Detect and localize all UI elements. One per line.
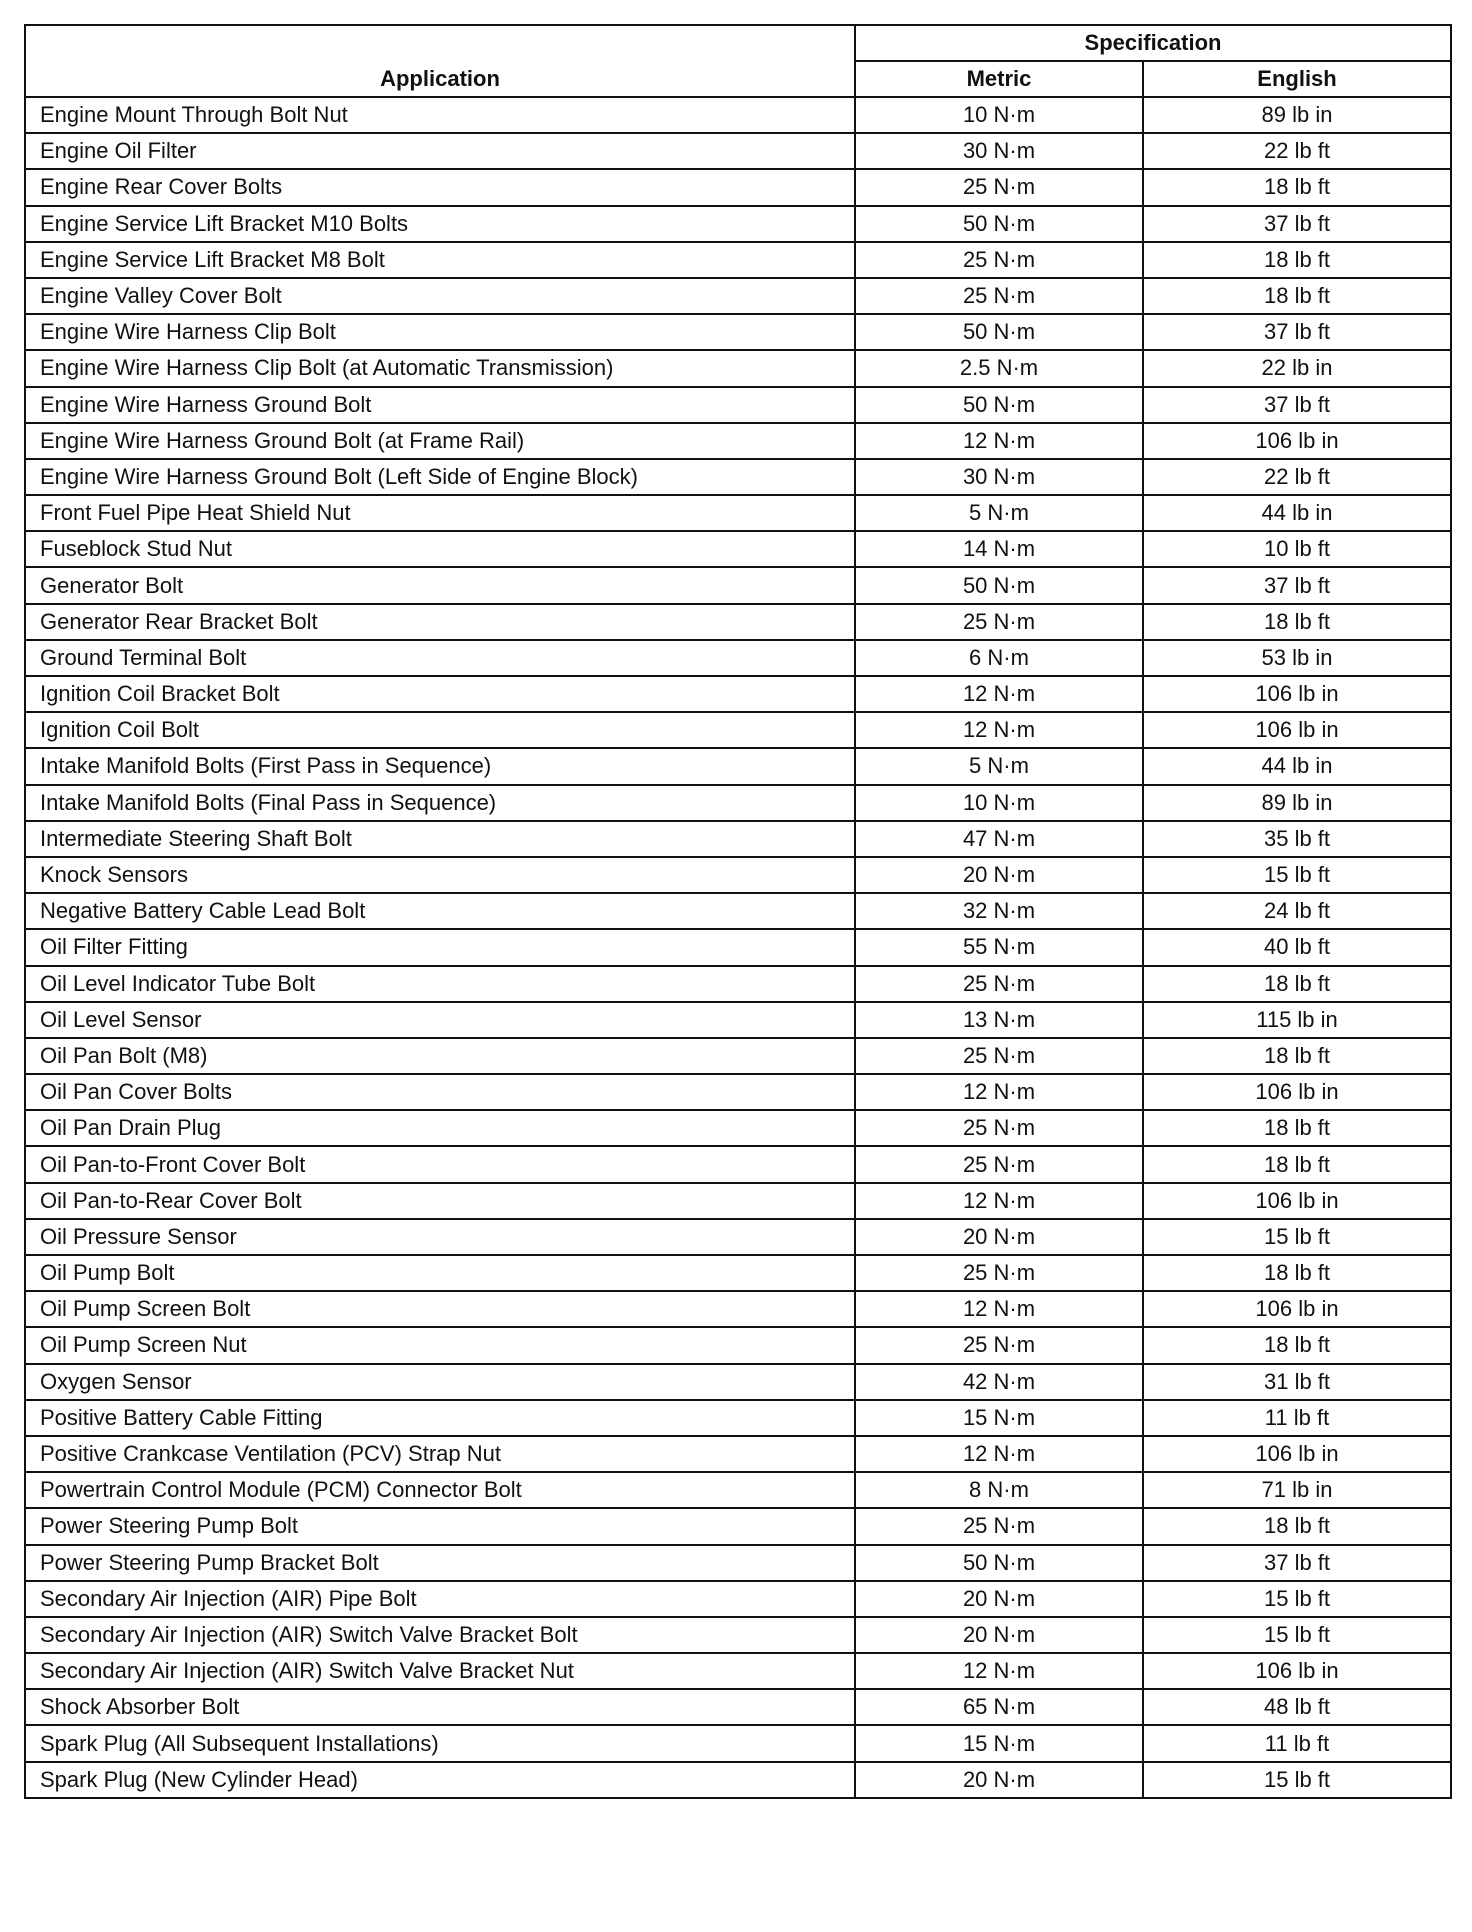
metric-value-cell: 20 N·m bbox=[855, 1762, 1143, 1798]
metric-value-cell: 12 N·m bbox=[855, 1653, 1143, 1689]
english-value-cell: 11 lb ft bbox=[1143, 1725, 1451, 1761]
english-value-cell: 18 lb ft bbox=[1143, 1327, 1451, 1363]
english-value-cell: 106 lb in bbox=[1143, 423, 1451, 459]
metric-value-cell: 6 N·m bbox=[855, 640, 1143, 676]
english-value-cell: 106 lb in bbox=[1143, 1436, 1451, 1472]
metric-value-cell: 25 N·m bbox=[855, 1327, 1143, 1363]
metric-value-cell: 25 N·m bbox=[855, 966, 1143, 1002]
application-cell: Engine Wire Harness Ground Bolt bbox=[25, 387, 855, 423]
metric-value-cell: 12 N·m bbox=[855, 423, 1143, 459]
metric-value-cell: 50 N·m bbox=[855, 314, 1143, 350]
metric-value-cell: 5 N·m bbox=[855, 495, 1143, 531]
metric-value-cell: 12 N·m bbox=[855, 1291, 1143, 1327]
english-value-cell: 15 lb ft bbox=[1143, 1581, 1451, 1617]
english-value-cell: 37 lb ft bbox=[1143, 567, 1451, 603]
metric-value-cell: 10 N·m bbox=[855, 97, 1143, 133]
metric-value-cell: 2.5 N·m bbox=[855, 350, 1143, 386]
english-value-cell: 35 lb ft bbox=[1143, 821, 1451, 857]
application-cell: Oil Pan Bolt (M8) bbox=[25, 1038, 855, 1074]
table-row bbox=[25, 640, 1451, 676]
table-row bbox=[25, 531, 1451, 567]
english-value-cell: 18 lb ft bbox=[1143, 1038, 1451, 1074]
metric-value-cell: 10 N·m bbox=[855, 785, 1143, 821]
english-value-cell: 106 lb in bbox=[1143, 712, 1451, 748]
metric-value-cell: 20 N·m bbox=[855, 1219, 1143, 1255]
table-row bbox=[25, 1183, 1451, 1219]
header-row-top bbox=[25, 25, 1451, 61]
english-value-cell: 44 lb in bbox=[1143, 495, 1451, 531]
english-value-cell: 22 lb ft bbox=[1143, 459, 1451, 495]
metric-value-cell: 47 N·m bbox=[855, 821, 1143, 857]
application-cell: Secondary Air Injection (AIR) Switch Valve Bracket Bolt bbox=[25, 1617, 855, 1653]
english-value-cell: 106 lb in bbox=[1143, 676, 1451, 712]
application-cell: Engine Wire Harness Clip Bolt (at Automatic Transmission) bbox=[25, 350, 855, 386]
metric-value-cell: 42 N·m bbox=[855, 1364, 1143, 1400]
english-value-cell: 18 lb ft bbox=[1143, 242, 1451, 278]
metric-value-cell: 30 N·m bbox=[855, 133, 1143, 169]
application-cell: Ignition Coil Bracket Bolt bbox=[25, 676, 855, 712]
application-cell: Oil Level Indicator Tube Bolt bbox=[25, 966, 855, 1002]
table-row bbox=[25, 1545, 1451, 1581]
application-cell: Engine Service Lift Bracket M10 Bolts bbox=[25, 206, 855, 242]
table-row bbox=[25, 676, 1451, 712]
application-cell: Fuseblock Stud Nut bbox=[25, 531, 855, 567]
english-value-cell: 18 lb ft bbox=[1143, 1110, 1451, 1146]
english-value-cell: 37 lb ft bbox=[1143, 387, 1451, 423]
metric-value-cell: 50 N·m bbox=[855, 567, 1143, 603]
application-cell: Knock Sensors bbox=[25, 857, 855, 893]
table-header bbox=[25, 25, 1451, 97]
application-cell: Spark Plug (New Cylinder Head) bbox=[25, 1762, 855, 1798]
table-row bbox=[25, 1327, 1451, 1363]
english-value-cell: 89 lb in bbox=[1143, 785, 1451, 821]
table-row bbox=[25, 133, 1451, 169]
application-cell: Oil Pressure Sensor bbox=[25, 1219, 855, 1255]
english-value-cell: 10 lb ft bbox=[1143, 531, 1451, 567]
metric-value-cell: 12 N·m bbox=[855, 676, 1143, 712]
english-value-cell: 106 lb in bbox=[1143, 1074, 1451, 1110]
application-cell: Ground Terminal Bolt bbox=[25, 640, 855, 676]
application-cell: Oil Level Sensor bbox=[25, 1002, 855, 1038]
table-row bbox=[25, 748, 1451, 784]
table-row bbox=[25, 1436, 1451, 1472]
application-cell: Engine Wire Harness Clip Bolt bbox=[25, 314, 855, 350]
metric-value-cell: 12 N·m bbox=[855, 1436, 1143, 1472]
table-row bbox=[25, 97, 1451, 133]
torque-spec-table bbox=[24, 24, 1452, 1799]
table-row bbox=[25, 893, 1451, 929]
english-value-cell: 18 lb ft bbox=[1143, 604, 1451, 640]
table-row bbox=[25, 1110, 1451, 1146]
english-value-cell: 37 lb ft bbox=[1143, 1545, 1451, 1581]
metric-value-cell: 25 N·m bbox=[855, 169, 1143, 205]
application-cell: Engine Wire Harness Ground Bolt (at Frame Rail) bbox=[25, 423, 855, 459]
english-value-cell: 40 lb ft bbox=[1143, 929, 1451, 965]
application-cell: Spark Plug (All Subsequent Installations) bbox=[25, 1725, 855, 1761]
metric-value-cell: 25 N·m bbox=[855, 1508, 1143, 1544]
metric-value-cell: 55 N·m bbox=[855, 929, 1143, 965]
metric-value-cell: 65 N·m bbox=[855, 1689, 1143, 1725]
application-cell: Oil Pan Cover Bolts bbox=[25, 1074, 855, 1110]
metric-value-cell: 13 N·m bbox=[855, 1002, 1143, 1038]
metric-value-cell: 30 N·m bbox=[855, 459, 1143, 495]
application-cell: Generator Bolt bbox=[25, 567, 855, 603]
table-row bbox=[25, 1400, 1451, 1436]
table-row bbox=[25, 350, 1451, 386]
table-row bbox=[25, 387, 1451, 423]
metric-header: Metric bbox=[855, 61, 1143, 97]
application-cell: Intake Manifold Bolts (Final Pass in Sequence) bbox=[25, 785, 855, 821]
application-cell: Intermediate Steering Shaft Bolt bbox=[25, 821, 855, 857]
metric-value-cell: 25 N·m bbox=[855, 604, 1143, 640]
table-row bbox=[25, 1472, 1451, 1508]
application-cell: Oil Pump Bolt bbox=[25, 1255, 855, 1291]
english-value-cell: 37 lb ft bbox=[1143, 314, 1451, 350]
table-body bbox=[25, 97, 1451, 1798]
metric-value-cell: 14 N·m bbox=[855, 531, 1143, 567]
metric-value-cell: 25 N·m bbox=[855, 1038, 1143, 1074]
application-cell: Ignition Coil Bolt bbox=[25, 712, 855, 748]
table-row bbox=[25, 1255, 1451, 1291]
metric-value-cell: 5 N·m bbox=[855, 748, 1143, 784]
application-cell: Front Fuel Pipe Heat Shield Nut bbox=[25, 495, 855, 531]
table-row bbox=[25, 1146, 1451, 1182]
application-cell: Oil Filter Fitting bbox=[25, 929, 855, 965]
table-row bbox=[25, 314, 1451, 350]
metric-value-cell: 15 N·m bbox=[855, 1725, 1143, 1761]
english-value-cell: 15 lb ft bbox=[1143, 1219, 1451, 1255]
application-cell: Engine Service Lift Bracket M8 Bolt bbox=[25, 242, 855, 278]
table-row bbox=[25, 1508, 1451, 1544]
metric-value-cell: 8 N·m bbox=[855, 1472, 1143, 1508]
metric-value-cell: 25 N·m bbox=[855, 242, 1143, 278]
table-row bbox=[25, 1291, 1451, 1327]
application-cell: Oil Pump Screen Nut bbox=[25, 1327, 855, 1363]
application-cell: Positive Crankcase Ventilation (PCV) Strap Nut bbox=[25, 1436, 855, 1472]
table-row bbox=[25, 1581, 1451, 1617]
table-row bbox=[25, 206, 1451, 242]
application-cell: Engine Rear Cover Bolts bbox=[25, 169, 855, 205]
table-row bbox=[25, 1074, 1451, 1110]
application-cell: Powertrain Control Module (PCM) Connector Bolt bbox=[25, 1472, 855, 1508]
english-value-cell: 22 lb in bbox=[1143, 350, 1451, 386]
english-value-cell: 15 lb ft bbox=[1143, 1762, 1451, 1798]
application-cell: Generator Rear Bracket Bolt bbox=[25, 604, 855, 640]
table-row bbox=[25, 785, 1451, 821]
table-row bbox=[25, 1725, 1451, 1761]
english-value-cell: 115 lb in bbox=[1143, 1002, 1451, 1038]
english-value-cell: 15 lb ft bbox=[1143, 1617, 1451, 1653]
metric-value-cell: 20 N·m bbox=[855, 857, 1143, 893]
english-value-cell: 15 lb ft bbox=[1143, 857, 1451, 893]
table-row bbox=[25, 1364, 1451, 1400]
application-cell: Oxygen Sensor bbox=[25, 1364, 855, 1400]
english-value-cell: 89 lb in bbox=[1143, 97, 1451, 133]
english-value-cell: 18 lb ft bbox=[1143, 1255, 1451, 1291]
table-row bbox=[25, 1689, 1451, 1725]
table-row bbox=[25, 1038, 1451, 1074]
english-value-cell: 11 lb ft bbox=[1143, 1400, 1451, 1436]
english-value-cell: 18 lb ft bbox=[1143, 966, 1451, 1002]
application-header: Application bbox=[25, 25, 855, 97]
metric-value-cell: 12 N·m bbox=[855, 712, 1143, 748]
metric-value-cell: 20 N·m bbox=[855, 1581, 1143, 1617]
english-value-cell: 44 lb in bbox=[1143, 748, 1451, 784]
table-row bbox=[25, 278, 1451, 314]
table-row bbox=[25, 1617, 1451, 1653]
application-cell: Oil Pump Screen Bolt bbox=[25, 1291, 855, 1327]
table-row bbox=[25, 712, 1451, 748]
table-row bbox=[25, 1002, 1451, 1038]
table-row bbox=[25, 821, 1451, 857]
application-cell: Negative Battery Cable Lead Bolt bbox=[25, 893, 855, 929]
table-row bbox=[25, 242, 1451, 278]
application-cell: Shock Absorber Bolt bbox=[25, 1689, 855, 1725]
english-header: English bbox=[1143, 61, 1451, 97]
metric-value-cell: 25 N·m bbox=[855, 1110, 1143, 1146]
application-cell: Positive Battery Cable Fitting bbox=[25, 1400, 855, 1436]
table-row bbox=[25, 169, 1451, 205]
english-value-cell: 106 lb in bbox=[1143, 1291, 1451, 1327]
table-row bbox=[25, 1653, 1451, 1689]
table-row bbox=[25, 929, 1451, 965]
application-cell: Intake Manifold Bolts (First Pass in Sequence) bbox=[25, 748, 855, 784]
english-value-cell: 18 lb ft bbox=[1143, 169, 1451, 205]
metric-value-cell: 25 N·m bbox=[855, 278, 1143, 314]
application-cell: Oil Pan-to-Rear Cover Bolt bbox=[25, 1183, 855, 1219]
metric-value-cell: 20 N·m bbox=[855, 1617, 1143, 1653]
application-cell: Power Steering Pump Bracket Bolt bbox=[25, 1545, 855, 1581]
english-value-cell: 53 lb in bbox=[1143, 640, 1451, 676]
application-cell: Power Steering Pump Bolt bbox=[25, 1508, 855, 1544]
table-row bbox=[25, 1219, 1451, 1255]
application-cell: Engine Valley Cover Bolt bbox=[25, 278, 855, 314]
application-cell: Oil Pan Drain Plug bbox=[25, 1110, 855, 1146]
table-row bbox=[25, 1762, 1451, 1798]
metric-value-cell: 50 N·m bbox=[855, 387, 1143, 423]
english-value-cell: 37 lb ft bbox=[1143, 206, 1451, 242]
metric-value-cell: 12 N·m bbox=[855, 1074, 1143, 1110]
metric-value-cell: 12 N·m bbox=[855, 1183, 1143, 1219]
application-cell: Engine Wire Harness Ground Bolt (Left Side of Engine Block) bbox=[25, 459, 855, 495]
application-cell: Secondary Air Injection (AIR) Switch Valve Bracket Nut bbox=[25, 1653, 855, 1689]
table-row bbox=[25, 966, 1451, 1002]
application-cell: Engine Oil Filter bbox=[25, 133, 855, 169]
application-cell: Oil Pan-to-Front Cover Bolt bbox=[25, 1146, 855, 1182]
table-row bbox=[25, 567, 1451, 603]
metric-value-cell: 50 N·m bbox=[855, 1545, 1143, 1581]
metric-value-cell: 25 N·m bbox=[855, 1255, 1143, 1291]
table-row bbox=[25, 459, 1451, 495]
english-value-cell: 18 lb ft bbox=[1143, 1508, 1451, 1544]
metric-value-cell: 50 N·m bbox=[855, 206, 1143, 242]
english-value-cell: 24 lb ft bbox=[1143, 893, 1451, 929]
english-value-cell: 18 lb ft bbox=[1143, 278, 1451, 314]
english-value-cell: 106 lb in bbox=[1143, 1653, 1451, 1689]
application-cell: Engine Mount Through Bolt Nut bbox=[25, 97, 855, 133]
metric-value-cell: 15 N·m bbox=[855, 1400, 1143, 1436]
table-row bbox=[25, 857, 1451, 893]
application-cell: Secondary Air Injection (AIR) Pipe Bolt bbox=[25, 1581, 855, 1617]
english-value-cell: 106 lb in bbox=[1143, 1183, 1451, 1219]
table-row bbox=[25, 423, 1451, 459]
table-row bbox=[25, 604, 1451, 640]
metric-value-cell: 32 N·m bbox=[855, 893, 1143, 929]
specification-header: Specification bbox=[855, 25, 1451, 61]
english-value-cell: 18 lb ft bbox=[1143, 1146, 1451, 1182]
english-value-cell: 48 lb ft bbox=[1143, 1689, 1451, 1725]
metric-value-cell: 25 N·m bbox=[855, 1146, 1143, 1182]
table-row bbox=[25, 495, 1451, 531]
english-value-cell: 22 lb ft bbox=[1143, 133, 1451, 169]
english-value-cell: 71 lb in bbox=[1143, 1472, 1451, 1508]
english-value-cell: 31 lb ft bbox=[1143, 1364, 1451, 1400]
